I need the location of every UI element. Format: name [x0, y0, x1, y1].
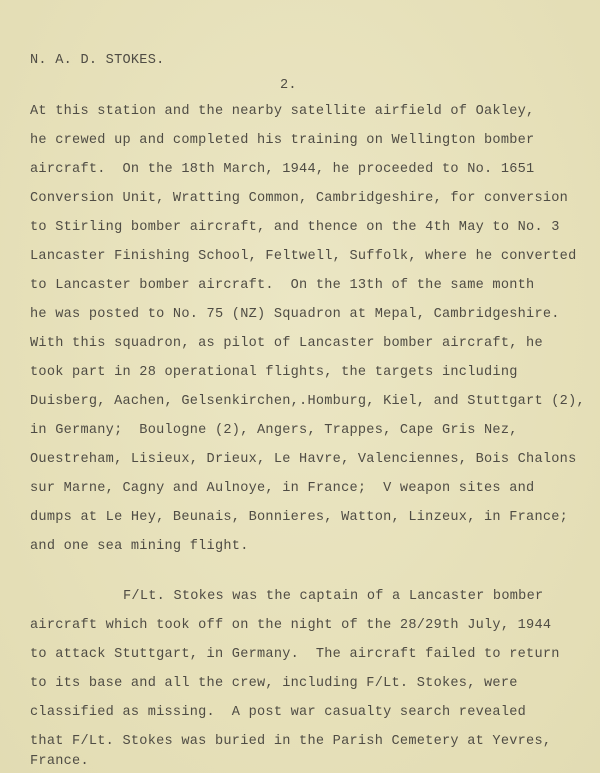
text-line: and one sea mining flight. — [30, 539, 249, 554]
text-line: Conversion Unit, Wratting Common, Cambridgeshire, for conversion — [30, 191, 569, 206]
text-line: aircraft. On the 18th March, 1944, he proceeded to No. 1651 — [30, 162, 535, 177]
text-line: took part in 28 operational flights, the targets including — [30, 365, 518, 380]
text-line: F/Lt. Stokes was the captain of a Lancaster bomber — [123, 589, 544, 604]
text-line: to Lancaster bomber aircraft. On the 13th of the same month — [30, 278, 535, 293]
text-line: sur Marne, Cagny and Aulnoye, in France; V weapon sites and — [30, 481, 535, 496]
text-line: Lancaster Finishing School, Feltwell, Suffolk, where he converted — [30, 249, 577, 264]
text-line: classified as missing. A post war casualty search revealed — [30, 705, 527, 720]
text-line: Ouestreham, Lisieux, Drieux, Le Havre, Valenciennes, Bois Chalons — [30, 452, 577, 467]
text-line: he crewed up and completed his training on Wellington bomber — [30, 133, 535, 148]
text-line: With this squadron, as pilot of Lancaster bomber aircraft, he — [30, 336, 543, 351]
text-line: France. — [30, 754, 89, 769]
page-number: 2. — [280, 78, 297, 93]
text-line: that F/Lt. Stokes was buried in the Parish Cemetery at Yevres, — [30, 734, 552, 749]
text-line: aircraft which took off on the night of the 28/29th July, 1944 — [30, 618, 552, 633]
text-line: to Stirling bomber aircraft, and thence on the 4th May to No. 3 — [30, 220, 560, 235]
text-line: Duisberg, Aachen, Gelsenkirchen,.Homburg, Kiel, and Stuttgart (2), — [30, 394, 585, 409]
text-line: to its base and all the crew, including F/Lt. Stokes, were — [30, 676, 518, 691]
text-line: to attack Stuttgart, in Germany. The aircraft failed to return — [30, 647, 560, 662]
text-line: At this station and the nearby satellite airfield of Oakley, — [30, 104, 535, 119]
text-line: dumps at Le Hey, Beunais, Bonnieres, Watton, Linzeux, in France; — [30, 510, 569, 525]
text-line: he was posted to No. 75 (NZ) Squadron at Mepal, Cambridgeshire. — [30, 307, 560, 322]
document-header-name: N. A. D. STOKES. — [30, 53, 165, 68]
text-line: in Germany; Boulogne (2), Angers, Trappes, Cape Gris Nez, — [30, 423, 518, 438]
